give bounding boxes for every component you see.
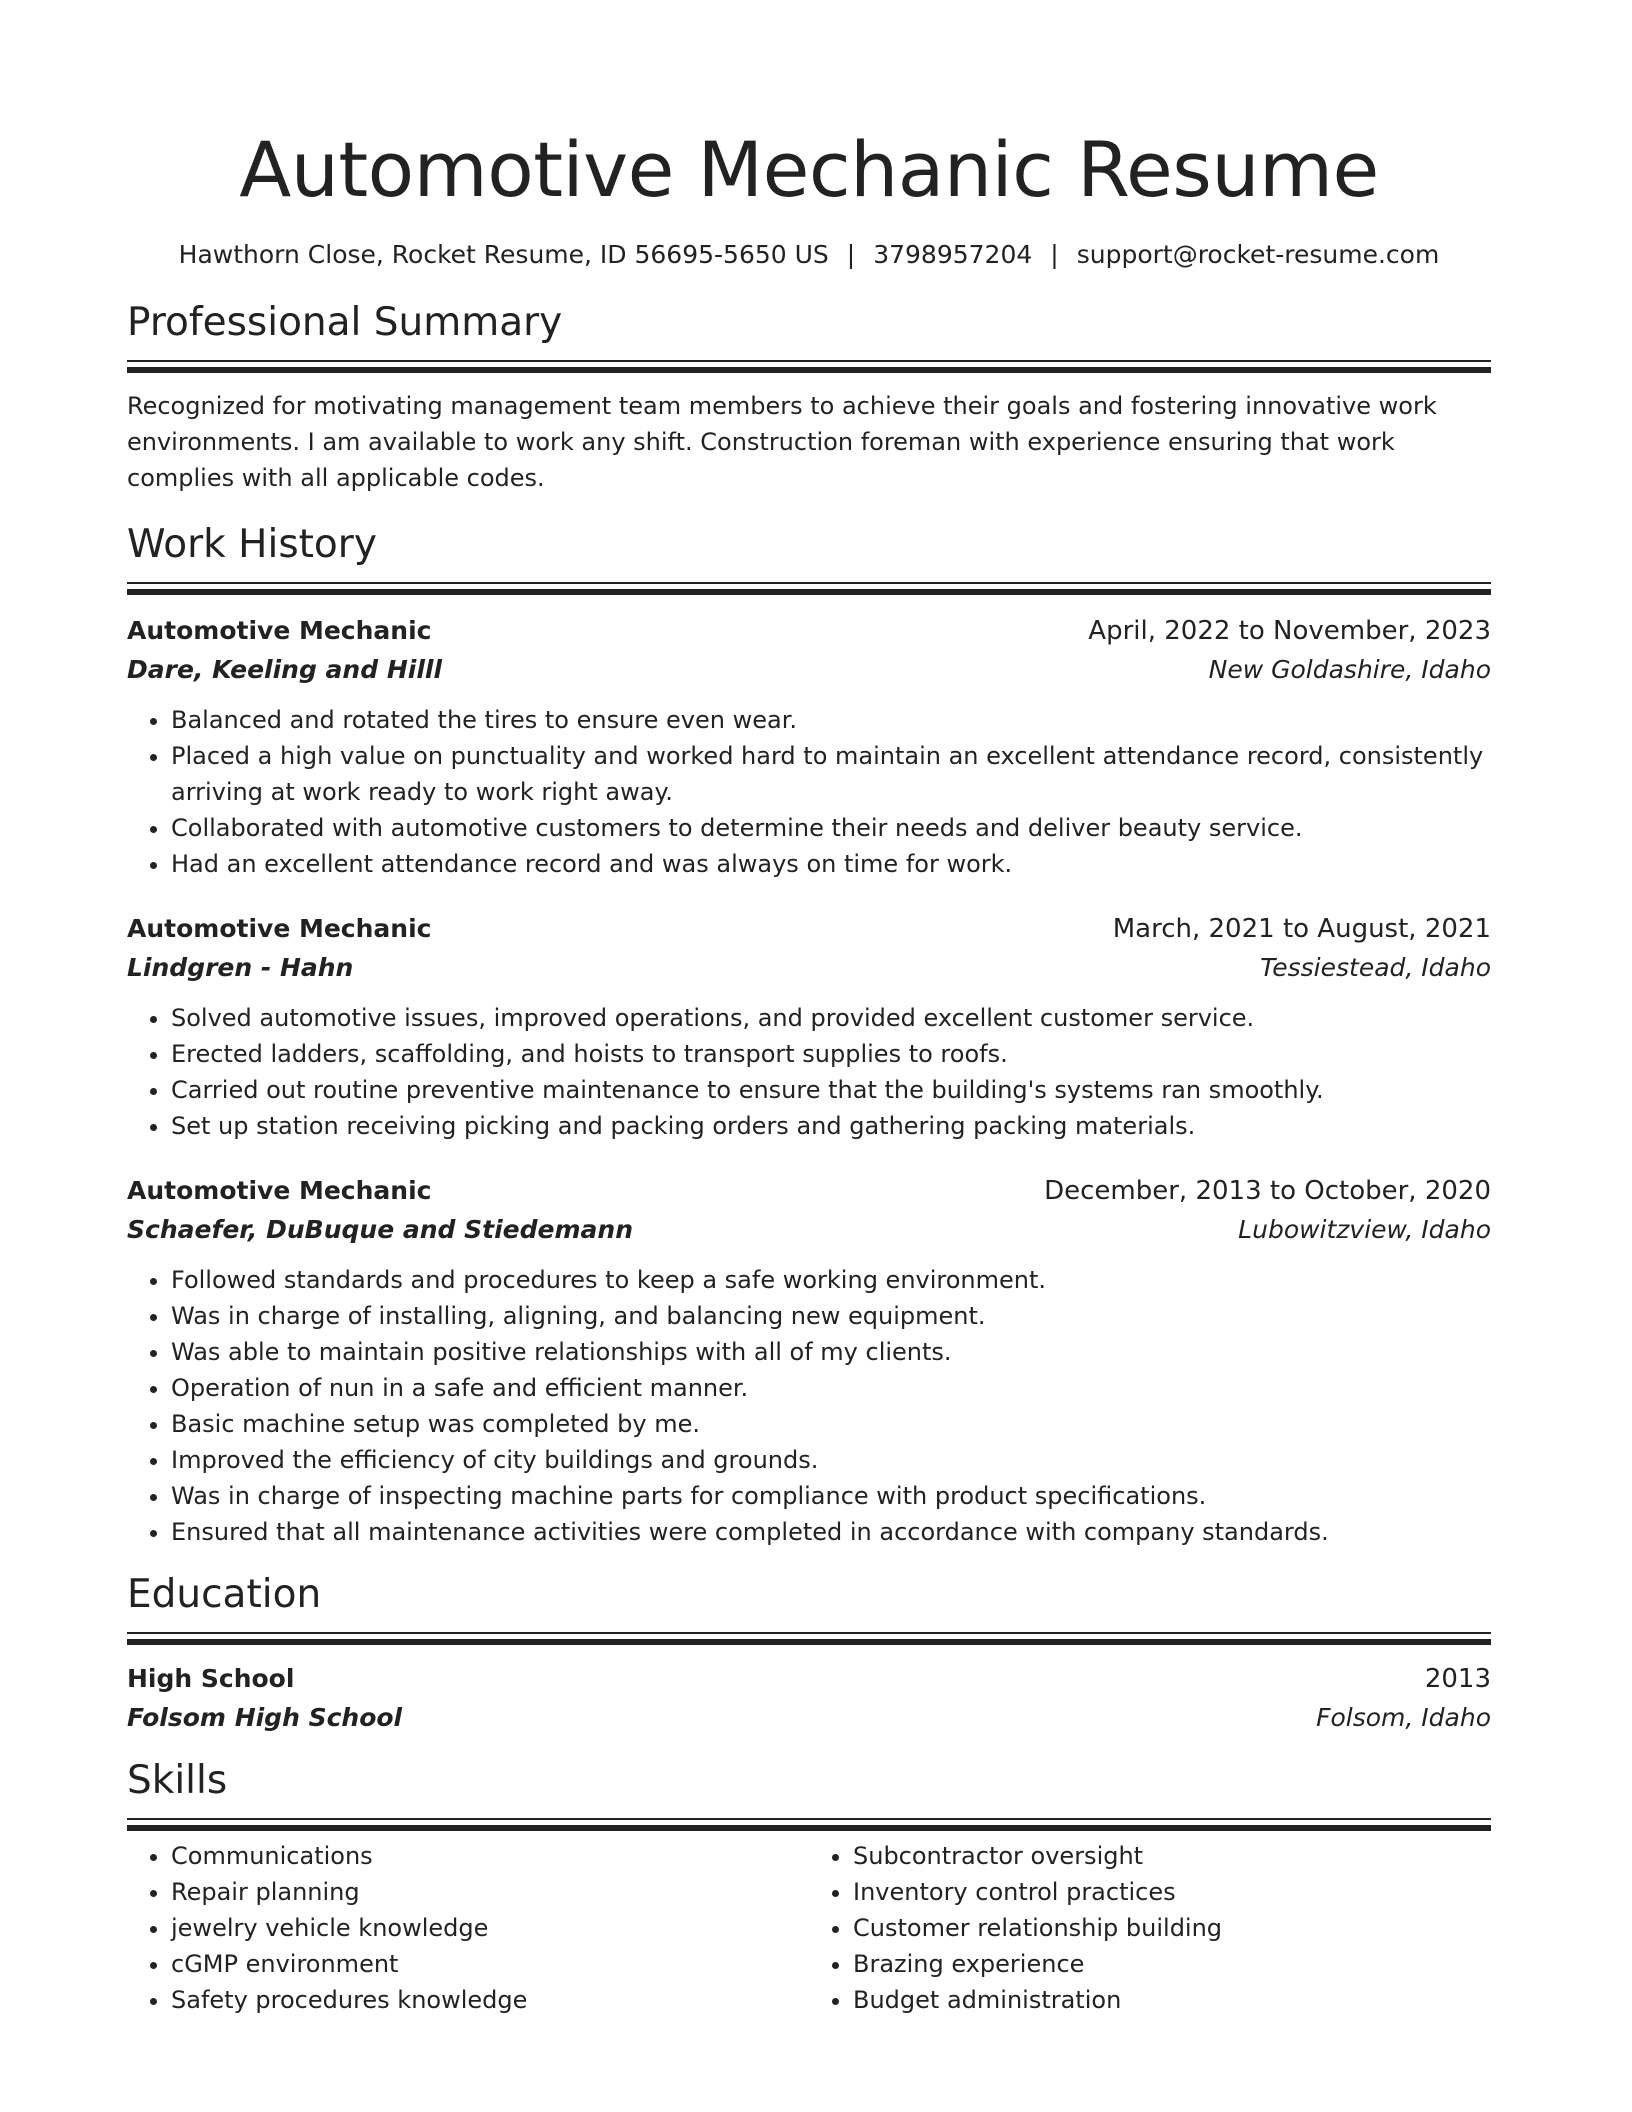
job-dates: December, 2013 to October, 2020	[1044, 1176, 1491, 1206]
job-duty: • Erected ladders, scaffolding, and hoists to transport supplies to roofs.	[171, 1036, 1491, 1072]
job-duty: • Was able to maintain positive relationships with all of my clients.	[171, 1334, 1491, 1370]
section-heading-skills: Skills	[127, 1758, 228, 1803]
job-duty: • Basic machine setup was completed by me.	[171, 1406, 1491, 1442]
section-divider	[127, 1632, 1491, 1646]
job-duties	[127, 1262, 1491, 1550]
job-duty: • Improved the efficiency of city buildings and grounds.	[171, 1442, 1491, 1478]
section-divider	[127, 582, 1491, 596]
skills-section	[127, 1756, 1491, 2018]
skill-item: • cGMP environment	[171, 1946, 809, 1982]
contact-address: Hawthorn Close, Rocket Resume, ID 56695-5650 US	[178, 240, 829, 269]
contact-separator: |	[1050, 240, 1059, 269]
summary-section	[127, 298, 1491, 496]
contact-phone: 3798957204	[873, 240, 1033, 269]
skill-item: • Subcontractor oversight	[853, 1838, 1491, 1874]
contact-separator: |	[846, 240, 856, 269]
skills-list	[127, 1838, 1491, 2018]
skill-item: • jewelry vehicle knowledge	[171, 1910, 809, 1946]
skill-item: • Repair planning	[171, 1874, 809, 1910]
education-year: 2013	[1424, 1664, 1491, 1694]
job-duty: • Set up station receiving picking and packing orders and gathering packing materials.	[171, 1108, 1491, 1144]
job-duties	[127, 702, 1491, 882]
skill-item: • Safety procedures knowledge	[171, 1982, 809, 2018]
resume-page	[127, 0, 1491, 2018]
section-divider	[127, 360, 1491, 374]
job-duty: • Was in charge of installing, aligning, and balancing new equipment.	[171, 1298, 1491, 1334]
skills-column-right	[809, 1838, 1491, 2018]
section-heading-education: Education	[127, 1572, 322, 1617]
skill-item: • Inventory control practices	[853, 1874, 1491, 1910]
job-duty: • Was in charge of inspecting machine parts for compliance with product specifications.	[171, 1478, 1491, 1514]
job-entry	[127, 910, 1491, 1144]
job-duty: • Ensured that all maintenance activities were completed in accordance with company standards.	[171, 1514, 1491, 1550]
skill-item: • Brazing experience	[853, 1946, 1491, 1982]
skill-item: • Customer relationship building	[853, 1910, 1491, 1946]
job-duty: • Carried out routine preventive maintenance to ensure that the building's systems ran smoothly.	[171, 1072, 1491, 1108]
skills-column-left	[127, 1838, 809, 2018]
contact-email: support@rocket-resume.com	[1076, 240, 1440, 269]
contact-line	[127, 238, 1491, 272]
job-location: Tessiestead, Idaho	[1260, 953, 1491, 982]
education-section	[127, 1570, 1491, 1738]
job-duty: • Collaborated with automotive customers to determine their needs and deliver beauty service.	[171, 810, 1491, 846]
job-duties	[127, 1000, 1491, 1144]
job-dates: March, 2021 to August, 2021	[1112, 914, 1491, 944]
education-school: Folsom High School	[127, 1703, 403, 1732]
job-title: Automotive Mechanic	[127, 914, 432, 943]
job-entry	[127, 1172, 1491, 1550]
job-title: Automotive Mechanic	[127, 1176, 432, 1205]
job-entry	[127, 612, 1491, 882]
job-location: New Goldashire, Idaho	[1208, 655, 1491, 684]
job-location: Lubowitzview, Idaho	[1238, 1215, 1491, 1244]
section-heading-summary: Professional Summary	[127, 300, 563, 345]
section-heading-work-history: Work History	[127, 522, 377, 567]
job-duty: • Followed standards and procedures to keep a safe working environment.	[171, 1262, 1491, 1298]
resume-title: Automotive Mechanic Resume	[239, 125, 1379, 214]
education-degree: High School	[127, 1664, 295, 1693]
job-company: Dare, Keeling and Hilll	[127, 655, 443, 684]
job-duty: • Operation of nun in a safe and efficient manner.	[171, 1370, 1491, 1406]
job-dates: April, 2022 to November, 2023	[1088, 616, 1491, 646]
skill-item: • Communications	[171, 1838, 809, 1874]
skill-item: • Budget administration	[853, 1982, 1491, 2018]
job-duty: • Balanced and rotated the tires to ensure even wear.	[171, 702, 1491, 738]
education-location: Folsom, Idaho	[1316, 1703, 1491, 1732]
job-company: Schaefer, DuBuque and Stiedemann	[127, 1215, 634, 1244]
job-duty: • Placed a high value on punctuality and worked hard to maintain an excellent attendance record, consistently arriving at work ready to work right away.	[171, 738, 1491, 810]
job-duty: • Solved automotive issues, improved operations, and provided excellent customer service.	[171, 1000, 1491, 1036]
summary-text: Recognized for motivating management team members to achieve their goals and fostering innovative work environments. I am available to work any shift. Construction foreman with experience ensuring that work complies with all applicable codes.	[127, 392, 1437, 492]
job-company: Lindgren - Hahn	[127, 953, 354, 982]
work-history-section	[127, 520, 1491, 1550]
section-divider	[127, 1818, 1491, 1832]
job-title: Automotive Mechanic	[127, 616, 432, 645]
job-duty: • Had an excellent attendance record and was always on time for work.	[171, 846, 1491, 882]
